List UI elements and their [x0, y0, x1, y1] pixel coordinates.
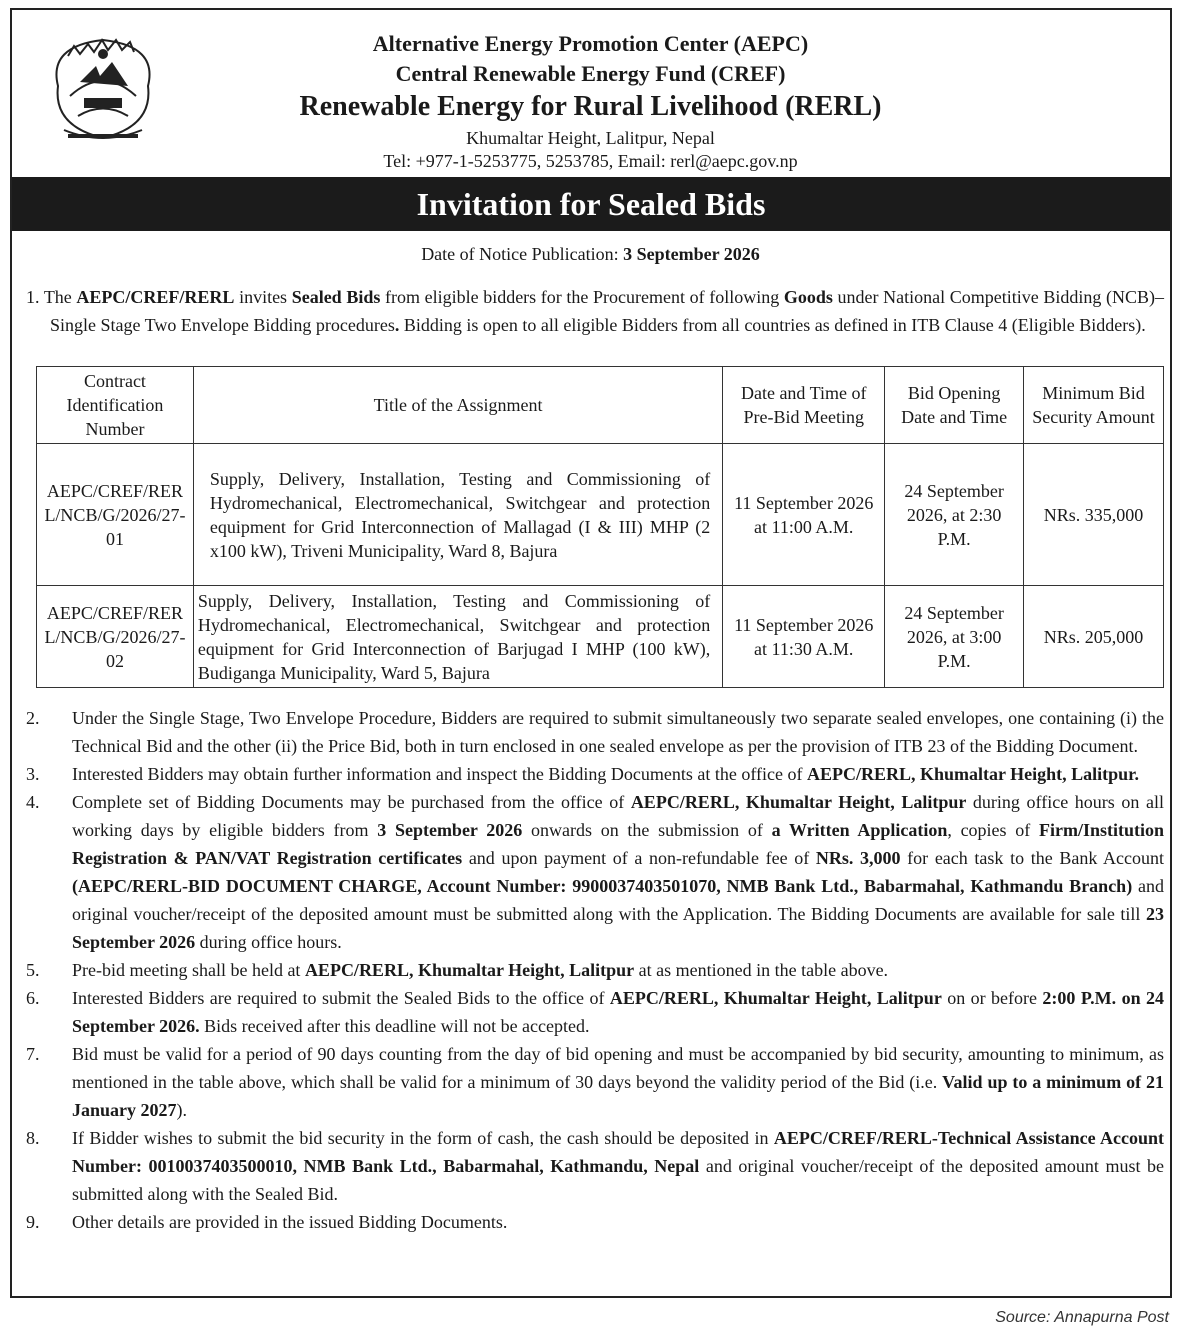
item-text: at as mentioned in the table above. [634, 960, 889, 980]
item-text: ). [176, 1100, 188, 1120]
item-text: during office hours. [195, 932, 342, 952]
list-item [26, 760, 1164, 788]
list-item [26, 1124, 1164, 1208]
header-address: Khumaltar Height, Lalitpur, Nepal [466, 128, 715, 148]
column-header: Date and Time of Pre-Bid Meeting [723, 367, 885, 444]
para-text: The [43, 287, 77, 307]
paragraph-1 [26, 283, 1164, 339]
item-bold: AEPC/RERL, Khumaltar Height, Lalitpur [609, 988, 942, 1008]
item-number: 5. [26, 960, 40, 980]
list-item [26, 1040, 1164, 1124]
header-contact: Tel: +977-1-5253775, 5253785, Email: rerl@aepc.gov.np [383, 151, 798, 171]
column-header: Contract Identification Number [37, 367, 194, 444]
item-text: Bids received after this deadline will not be accepted. [199, 1016, 590, 1036]
item-text: Under the Single Stage, Two Envelope Procedure, Bidders are required to submit simultaneously two separate sealed envelopes, one containing (i) the Technical Bid and the other (ii) the Price Bid, both in turn enclosed in one sealed envelope as per the provision of ITB 23 of the Bidding Document. [72, 708, 1164, 756]
item-text: , copies of [947, 820, 1039, 840]
notice-items [26, 704, 1164, 1236]
item-text: Complete set of Bidding Documents may be purchased from the office of [72, 792, 631, 812]
item-bold: AEPC/RERL, Khumaltar Height, Lalitpur [304, 960, 635, 980]
table-header-row [37, 367, 1164, 444]
contract-id: AEPC/CREF/RERL/NCB/G/2026/27-02 [37, 586, 194, 688]
header-fund-name: Central Renewable Energy Fund (CREF) [395, 61, 786, 86]
item-bold: 3 September 2026 [377, 820, 523, 840]
item-bold: NRs. 3,000 [815, 848, 901, 868]
item-bold: Firm/Institution Registration & PAN/VAT Registration certificates [72, 820, 1164, 868]
item-text: Bid must be valid for a period of 90 days counting from the day of bid opening and must be accompanied by bid security, amounting to minimum, as mentioned in the table above, which shall be valid for a minimum of 30 days beyond the validity period of the Bid (i.e. [72, 1044, 1164, 1092]
list-item [26, 956, 1164, 984]
item-text: for each task to the Bank Account [900, 848, 1164, 868]
prebid-meeting: 11 September 2026 at 11:30 A.M. [723, 586, 885, 688]
item-bold: AEPC/CREF/RERL-Technical Assistance Account Number: 0010037403500010, NMB Bank Ltd., Babarmahal, Kathmandu, Nepal [72, 1128, 1165, 1176]
item-text: during office hours on all working days by eligible bidders from [72, 792, 1164, 840]
table-row [37, 444, 1164, 586]
item-bold: (AEPC/RERL-BID DOCUMENT CHARGE, Account Number: 9900037403501070, NMB Bank Ltd., Babarmahal, Kathmandu Branch) [72, 876, 1133, 896]
publication-label: Date of Notice Publication: [421, 244, 619, 264]
list-item [26, 984, 1164, 1040]
item-text: and upon payment of a non-refundable fee of [462, 848, 816, 868]
assignment-title: Supply, Delivery, Installation, Testing and Commissioning of Hydromechanical, Electromechanical, Switchgear and protection equipment for Grid Interconnection of Barjugad I MHP (100 kW), Budiganga Municipality, Ward 5, Bajura [193, 586, 722, 688]
item-text: Pre-bid meeting shall be held at [72, 960, 305, 980]
item-bold: Valid up to a minimum of 21 January 2027 [72, 1072, 1164, 1120]
para-bold: Goods [783, 287, 833, 307]
item-number: 1. [26, 287, 40, 307]
item-text: onwards on the submission of [522, 820, 772, 840]
table-row [37, 586, 1164, 688]
column-header: Minimum Bid Security Amount [1024, 367, 1164, 444]
item-number: 6. [26, 988, 40, 1008]
item-text: Interested Bidders are required to submit the Sealed Bids to the office of [72, 988, 610, 1008]
item-text: Other details are provided in the issued Bidding Documents. [72, 1212, 508, 1232]
item-number: 2. [26, 708, 40, 728]
item-number: 9. [26, 1212, 40, 1232]
item-number: 3. [26, 764, 40, 784]
item-bold: a Written Application [771, 820, 948, 840]
item-number: 7. [26, 1044, 40, 1064]
item-text: If Bidder wishes to submit the bid security in the form of cash, the cash should be deposited in [72, 1128, 774, 1148]
prebid-meeting: 11 September 2026 at 11:00 A.M. [723, 444, 885, 586]
bid-security: NRs. 205,000 [1024, 586, 1164, 688]
item-number: 8. [26, 1128, 40, 1148]
list-item [26, 1208, 1164, 1236]
assignment-title: Supply, Delivery, Installation, Testing and Commissioning of Hydromechanical, Electromechanical, Switchgear and protection equipment for Grid Interconnection of Mallagad (I & III) MHP (2 x100 kW), Triveni Municipality, Ward 8, Bajura [193, 444, 722, 586]
notice-title-banner: Invitation for Sealed Bids [12, 177, 1170, 231]
header-org-name: Alternative Energy Promotion Center (AEPC) [372, 31, 809, 56]
bids-table [36, 366, 1164, 688]
list-item [26, 788, 1164, 956]
item-bold: AEPC/RERL, Khumaltar Height, Lalitpur. [806, 764, 1140, 784]
para-bold: Sealed Bids [291, 287, 381, 307]
item-bold: AEPC/RERL, Khumaltar Height, Lalitpur [630, 792, 967, 812]
column-header: Bid Opening Date and Time [885, 367, 1024, 444]
para-text: under National Competitive Bidding (NCB)–Single Stage Two Envelope Bidding procedures [50, 287, 1164, 335]
item-text: and original voucher/receipt of the deposited amount must be submitted along with the Application. The Bidding Documents are available for sale till [72, 876, 1164, 924]
list-item [26, 704, 1164, 760]
bid-security: NRs. 335,000 [1024, 444, 1164, 586]
item-bold: 2:00 P.M. on 24 September 2026. [72, 988, 1164, 1036]
item-text: Interested Bidders may obtain further information and inspect the Bidding Documents at the office of [72, 764, 807, 784]
bid-opening: 24 September 2026, at 2:30 P.M. [885, 444, 1024, 586]
para-text: Bidding is open to all eligible Bidders from all countries as defined in ITB Clause 4 (Eligible Bidders). [399, 315, 1146, 335]
column-header: Title of the Assignment [193, 367, 722, 444]
para-bold: . [394, 315, 400, 335]
bid-opening: 24 September 2026, at 3:00 P.M. [885, 586, 1024, 688]
para-text: from eligible bidders for the Procurement of following [380, 287, 784, 307]
source-credit: Source: Annapurna Post [995, 1309, 1169, 1326]
para-text: invites [234, 287, 292, 307]
item-number: 4. [26, 792, 40, 812]
para-bold: AEPC/CREF/RERL [76, 287, 235, 307]
item-text: on or before [941, 988, 1043, 1008]
header-program-name: Renewable Energy for Rural Livelihood (RERL) [299, 91, 882, 122]
item-bold: 23 September 2026 [72, 904, 1164, 952]
item-text: and original voucher/receipt of the deposited amount must be submitted along with the Sealed Bid. [72, 1156, 1164, 1204]
contract-id: AEPC/CREF/RERL/NCB/G/2026/27-01 [37, 444, 194, 586]
publication-date [0, 243, 1181, 265]
publication-date-value: 3 September 2026 [623, 244, 760, 264]
